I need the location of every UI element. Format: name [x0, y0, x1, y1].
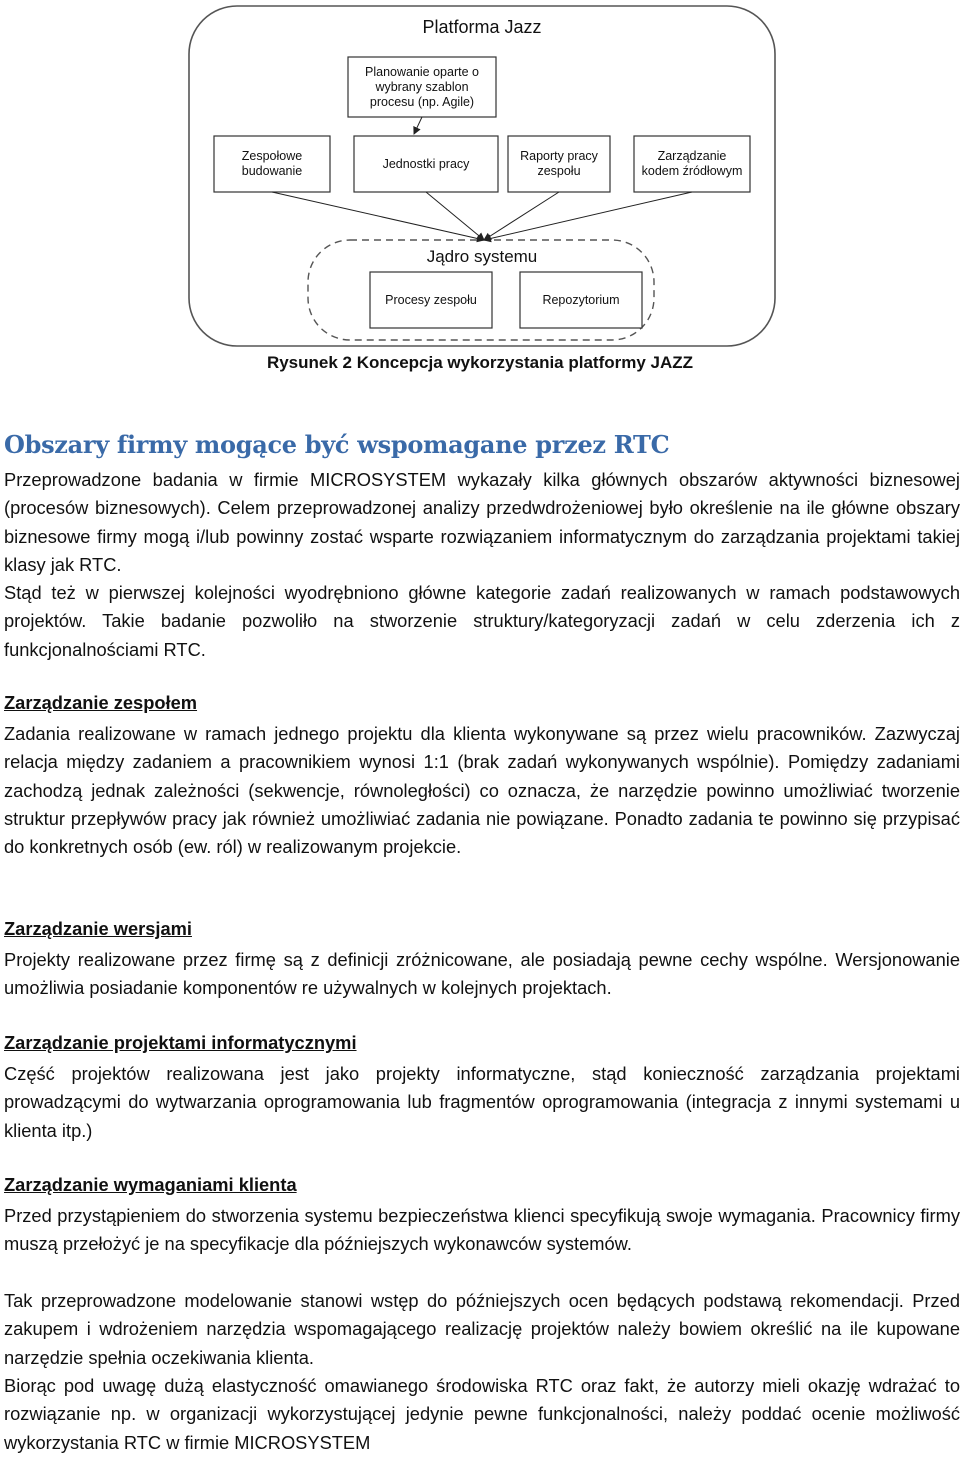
module-4-line-1: Zarządzanie: [657, 149, 727, 163]
module-source-control: [634, 136, 750, 192]
subheading-version-management: Zarządzanie wersjami: [4, 918, 192, 939]
arrow-module-4: [484, 192, 692, 240]
module-2-line-1: Jednostki pracy: [382, 156, 470, 171]
closing-paragraph: Tak przeprowadzone modelowanie stanowi wstęp do późniejszych ocen będących podstawą rekomendacji. Przed zakupem i wdrożeniem narzędzia wspomagającego realizację projektów należy bowiem określić na ile kupowane narzędzie spełnia oczekiwania klienta.: [4, 1290, 960, 1368]
version-management-text: Projekty realizowane przez firmę są z definicji zróżnicowane, ale posiadają pewne cechy wspólne. Wersjonowanie umożliwia posiadanie komponentów re używalnych w kolejnych projektach.: [4, 949, 960, 999]
core-team-process: [370, 272, 492, 328]
jazz-platform-diagram: [186, 4, 778, 348]
planning-line-1: Planowanie oparte o: [365, 64, 479, 79]
module-work-items: [354, 136, 498, 192]
team-management-text: Zadania realizowane w ramach jednego projektu dla klienta wykonywane są przez wielu pracowników. Zazwyczaj relacja między zadaniem a pracownikiem wynosi 1:1 (brak zadań wykonywanych wspólnie). Pomiędzy zadaniami zachodzą jednak zależności (sekwencje, równoległości) co oznacza, że narzędzie powinno umożliwiać tworzenie struktur przepływów pracy jak również umożliwiać zadania nie powiązane. Ponadto zadania te powinno się przypisać do konkretnych osób (ew. ról) w realizowanym projekcie.: [4, 723, 960, 858]
arrow-module-1: [272, 192, 484, 240]
figure-caption: Rysunek 2 Koncepcja wykorzystania platformy JAZZ: [266, 353, 694, 372]
core-title: Jądro systemu: [426, 247, 538, 266]
module-3-line-2: zespołu: [537, 164, 581, 178]
core-box-2-label: Repozytorium: [542, 292, 620, 307]
core-box-1-label: Procesy zespołu: [385, 292, 477, 307]
arrow-planning-to-core: [414, 117, 422, 134]
requirements-management-text: Przed przystąpieniem do stworzenia systemu bezpieczeństwa klienci specyfikują swoje wymagania. Pracownicy firmy muszą przełożyć je na specyfikacje dla późniejszych wykonawców systemów.: [4, 1205, 960, 1255]
module-team-build: [214, 136, 330, 192]
module-4-line-2: kodem źródłowym: [641, 164, 743, 178]
module-1-line-1: Zespołowe: [241, 149, 303, 163]
intro-paragraph: Przeprowadzone badania w firmie MICROSYSTEM wykazały kilka głównych obszarów aktywności biznesowej (procesów biznesowych). Celem przeprowadzonej analizy przedwdrożeniowej było określenie na ile główne obszary biznesowe firmy mogą i/lub powinny zostać wsparte rozwiązaniem informatycznym do zarządzania projektami takiej klasy jak RTC.: [4, 469, 960, 575]
it-project-management-text: Część projektów realizowana jest jako projekty informatyczne, stąd konieczność zarządzania projektami prowadzącymi do wytwarzania oprogramowania lub fragmentów oprogramowania (integracja z innymi systemami u klienta itp.): [4, 1063, 960, 1141]
planning-line-2: wybrany szablon: [375, 79, 469, 94]
core-repository: [520, 272, 642, 328]
intro-paragraph-2: Stąd też w pierwszej kolejności wyodrębniono główne kategorie zadań realizowanych w ramach podstawowych projektów. Takie badanie pozwoliło na stworzenie struktury/kategoryzacji zadań w celu zderzenia ich z funkcjonalnościami RTC.: [4, 582, 960, 660]
module-team-reports: [508, 136, 610, 192]
section-heading: Obszary firmy mogące być wspomagane przez RTC: [4, 430, 670, 459]
planning-line-3: procesu (np. Agile): [369, 94, 475, 109]
platform-title: Platforma Jazz: [422, 17, 542, 37]
subheading-team-management: Zarządzanie zespołem: [4, 692, 198, 713]
closing-paragraph-2: Biorąc pod uwagę dużą elastyczność omawianego środowiska RTC oraz fakt, że autorzy mieli okazję wdrażać to rozwiązanie np. w organizacji wykorzystującej jedynie pewne funkcjonalności, należy poddać ocenie możliwość wykorzystania RTC w firmie MICROSYSTEM: [4, 1375, 960, 1453]
arrow-module-2: [426, 192, 484, 240]
module-3-line-1: Raporty pracy: [520, 149, 598, 163]
module-1-line-2: budowanie: [241, 164, 303, 178]
planning-box: [348, 57, 496, 117]
subheading-it-project-management: Zarządzanie projektami informatycznymi: [4, 1032, 357, 1053]
subheading-requirements-management: Zarządzanie wymaganiami klienta: [4, 1174, 297, 1195]
arrow-module-3: [484, 192, 559, 240]
